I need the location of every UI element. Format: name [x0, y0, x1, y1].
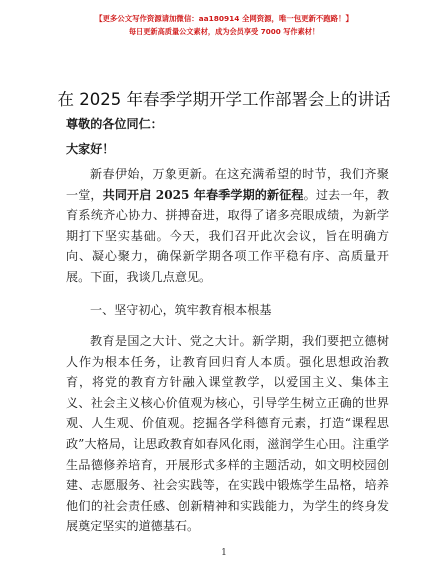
section-heading-1: 一、坚守初心，筑牢教育根本根基 — [90, 303, 272, 317]
document-title: 在 2025 年春季学期开学工作部署会上的讲话 — [57, 90, 391, 109]
paragraph-intro — [66, 164, 389, 288]
greeting: 大家好！ — [66, 142, 115, 156]
promo-banner-line2: 每日更新高质量公文素材，成为会员享受 7000 写作素材！ — [128, 27, 320, 36]
paragraph-intro-part1: 新春伊始，万象更新。在这充满希望的时节，我们齐聚一堂， — [66, 167, 389, 202]
salutation: 尊敬的各位同仁： — [66, 117, 163, 131]
paragraph-intro-emphasis: 共同开启 2025 年春季学期的新征程 — [102, 187, 304, 202]
page-number: 1 — [221, 548, 227, 558]
paragraph-section-1: 教育是国之大计、党之大计。新学期，我们要把立德树人作为根本任务，让教育回归育人本质。强化思想政治教育，将党的教育方针融入课堂教学，以爱国主义、集体主义、社会主义核心价值观为核心，引导学生树立正确的世界观、人生观、价值观。挖掘各学科德育元素，打造“课程思政”大格局，让思政教育如春风化雨，滋润学生心田。注重学生品德修养培育，开展形式多样的主题活动，如文明校园创建、志愿服务、社会实践等，在实践中锻炼学生品格，培养他们的社会责任感、创新精神和实践能力，为学生的终身发展奠定坚实的道德基石。 — [66, 334, 389, 534]
promo-banner-line1: 【更多公文写作资源请加微信：aa180914 全网资源，唯一包更新不跑路！】 — [95, 14, 353, 23]
paragraph-intro-part3: 。过去一年，教育系统齐心协力、拼搏奋进，取得了诸多亮眼成绩，为新学期打下坚实基础。今天，我们召开此次会议，旨在明确方向、凝心聚力，确保新学期各项工作平稳有序、高质量开展。下面，我谈几点意见。 — [66, 187, 389, 284]
